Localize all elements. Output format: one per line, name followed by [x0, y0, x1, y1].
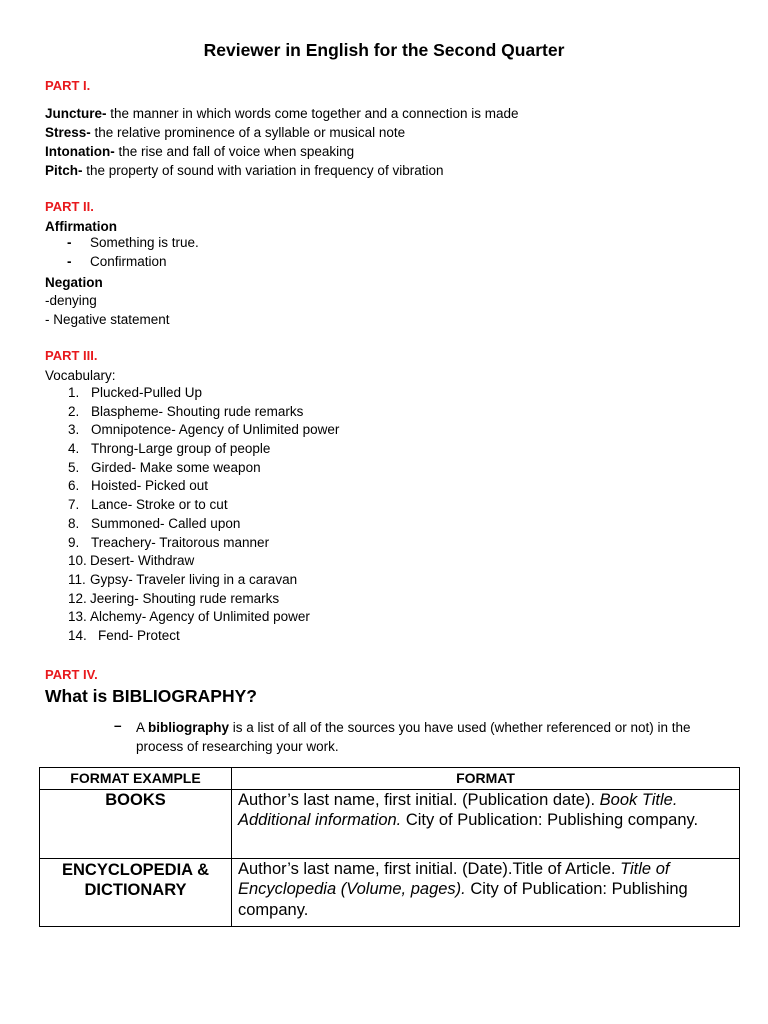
definition-prefix: A [136, 720, 149, 735]
format-italic-text: Book Title. Additional information. [238, 791, 678, 830]
item-number: 4. [68, 441, 80, 457]
term-definition: the manner in which words come together and a connection is made [106, 106, 519, 121]
item-number: 2. [68, 403, 80, 419]
affirmation-label [45, 217, 117, 236]
affirmation-item: Something is true. [90, 235, 199, 250]
item-text: Gypsy- Traveler living in a caravan [90, 571, 298, 587]
negation-item: - Negative statement [45, 312, 170, 327]
item-text: Blaspheme- Shouting rude remarks [91, 403, 304, 419]
item-text: Desert- Withdraw [90, 553, 195, 569]
format-text: Author’s last name, first initial. (Publication date). [238, 791, 600, 809]
item-text: Hoisted- Picked out [91, 478, 209, 494]
term-label: Intonation- [45, 144, 115, 159]
format-example-cell [40, 859, 232, 927]
cell-label: DICTIONARY [84, 881, 187, 899]
table-row [40, 790, 740, 859]
item-number: 9. [68, 534, 80, 550]
format-italic-text: Title of Encyclopedia (Volume, pages). [238, 860, 670, 899]
table-row [40, 859, 740, 927]
part-2-heading: PART II. [45, 199, 94, 214]
item-text: Alchemy- Agency of Unlimited power [90, 609, 310, 625]
item-number: 7. [68, 497, 80, 513]
part-1-heading: PART I. [45, 78, 91, 93]
item-text: Girded- Make some weapon [91, 459, 261, 475]
cell-label: BOOKS [105, 791, 166, 809]
item-text: Jeering- Shouting rude remarks [90, 590, 280, 606]
format-cell [232, 790, 740, 859]
item-number: 14. [68, 627, 87, 643]
item-text: Treachery- Traitorous manner [91, 534, 270, 550]
item-text: Lance- Stroke or to cut [91, 497, 228, 513]
bullet-dash: - [67, 235, 72, 250]
term-juncture [45, 104, 519, 123]
item-number: 5. [68, 459, 80, 475]
term-label: Stress- [45, 125, 91, 140]
bullet-dash: – [114, 718, 122, 733]
part-4-heading: PART IV. [45, 667, 98, 682]
item-text: Throng-Large group of people [91, 441, 271, 457]
term-label: Juncture- [45, 106, 107, 121]
cell-label: ENCYCLOPEDIA & [62, 861, 209, 879]
column-header: FORMAT EXAMPLE [40, 768, 232, 790]
item-number: 12. [68, 590, 87, 606]
item-number: 11. [68, 571, 86, 587]
table-header-row [40, 768, 740, 790]
term-definition: the rise and fall of voice when speaking [114, 144, 355, 159]
format-cell [232, 859, 740, 927]
vocabulary-label: Vocabulary: [45, 368, 116, 383]
format-table [39, 767, 740, 927]
format-example-cell [40, 790, 232, 859]
negation-label [45, 273, 103, 292]
bibliography-definition [136, 719, 736, 756]
item-number: 6. [68, 478, 80, 494]
definition-rest: is a list of all of the sources you have used (whether referenced or not) in the process of researching your work. [136, 720, 691, 754]
format-text: City of Publication: Publishing company. [401, 811, 699, 830]
term-label: Pitch- [45, 163, 83, 178]
item-text: Plucked-Pulled Up [91, 385, 203, 400]
item-number: 13. [68, 609, 87, 625]
term-stress [45, 123, 405, 142]
column-header: FORMAT [232, 768, 740, 790]
item-text: Summoned- Called upon [91, 515, 241, 531]
format-text: Author’s last name, first initial. (Date).Title of Article. [238, 860, 621, 878]
negation-text: Negation [45, 275, 103, 290]
term-definition: the relative prominence of a syllable or musical note [90, 125, 406, 140]
item-number: 10. [68, 553, 87, 569]
bullet-dash: - [67, 254, 72, 269]
affirmation-item: Confirmation [90, 254, 167, 269]
negation-item: -denying [45, 293, 97, 308]
part-3-heading: PART III. [45, 348, 98, 363]
item-number: 3. [68, 422, 80, 438]
affirmation-text: Affirmation [45, 219, 117, 234]
item-number: 8. [68, 515, 80, 531]
term-intonation [45, 142, 354, 161]
item-text: Omnipotence- Agency of Unlimited power [91, 422, 340, 438]
item-text: Fend- Protect [98, 627, 180, 643]
item-number: 1. [68, 385, 80, 400]
format-text: City of Publication: Publishing company. [238, 880, 688, 919]
term-definition: the property of sound with variation in frequency of vibration [82, 163, 444, 178]
term-pitch [45, 161, 443, 180]
definition-keyword: bibliography [148, 720, 230, 735]
document-title: Reviewer in English for the Second Quarter [203, 40, 565, 60]
bibliography-question: What is BIBLIOGRAPHY? [45, 686, 257, 706]
